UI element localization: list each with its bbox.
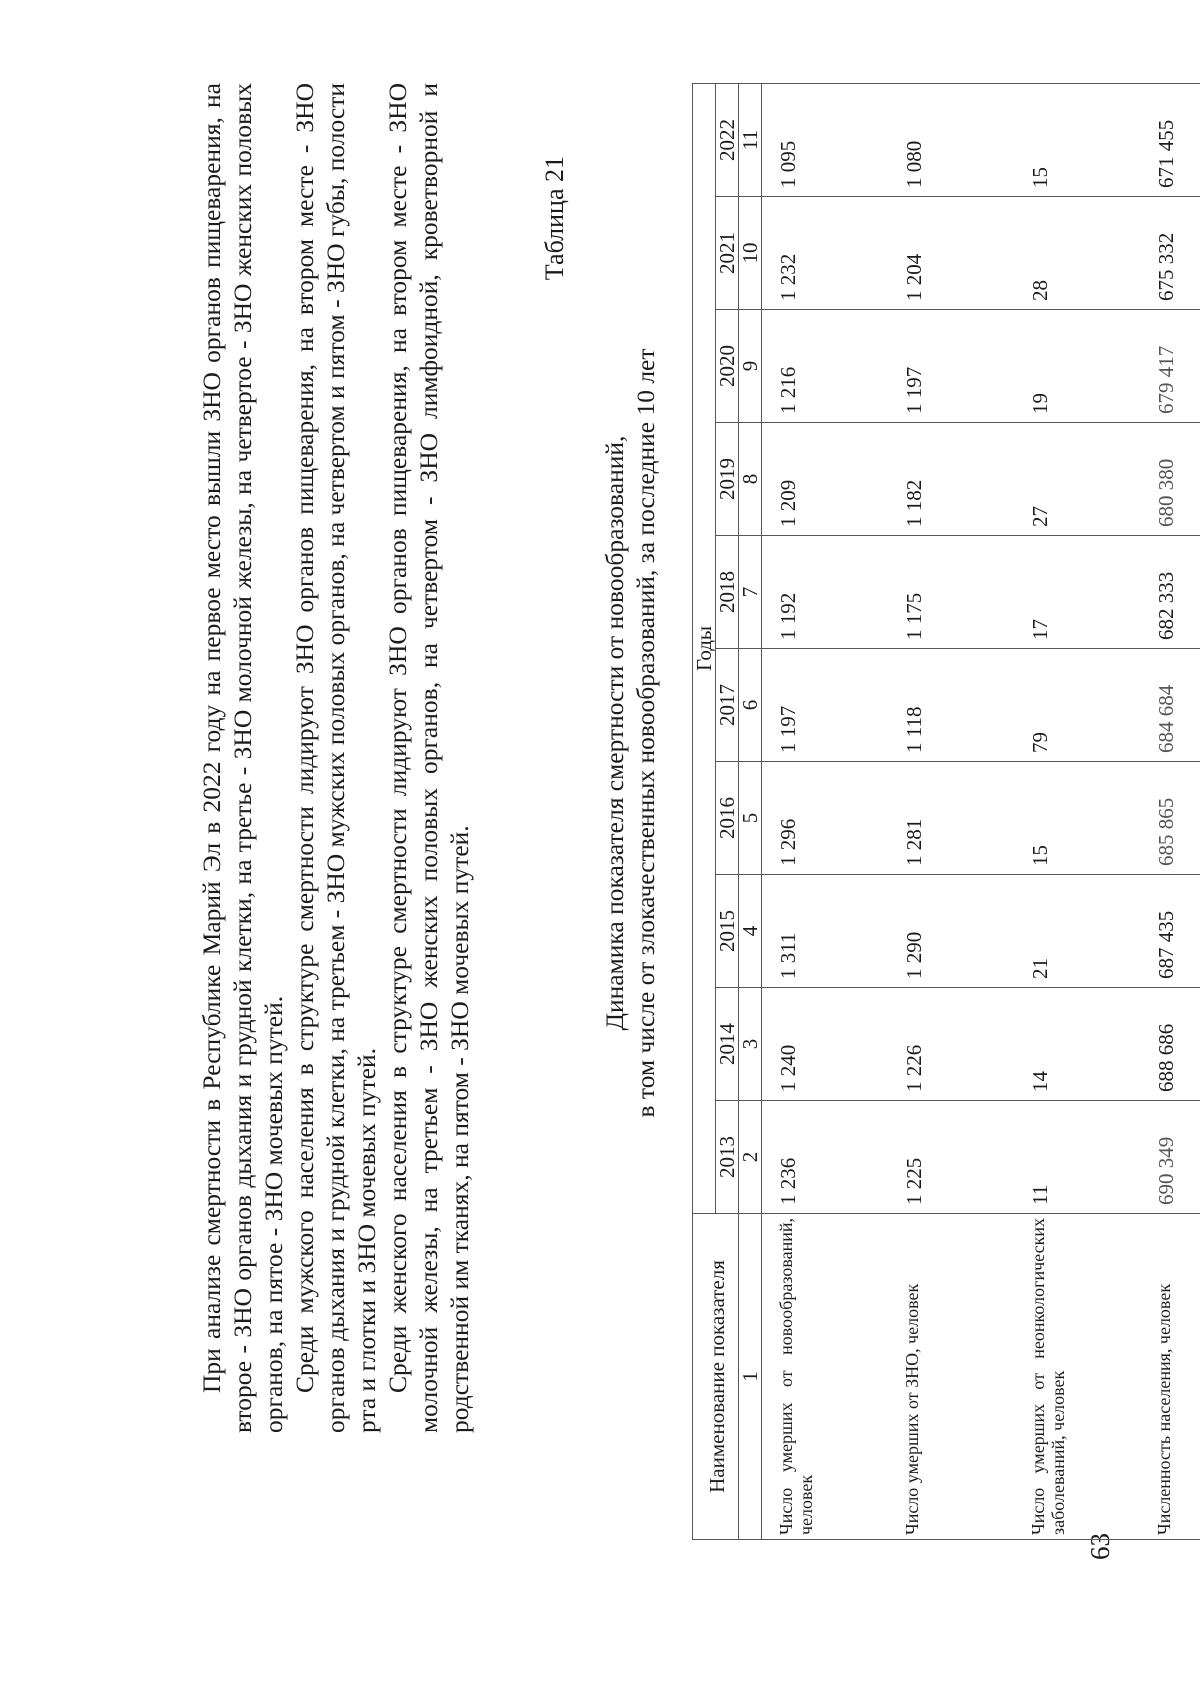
column-number: 6 [739,649,762,762]
cell-value: 1 197 [888,310,1014,423]
column-number: 1 [739,1214,762,1540]
row-name: Число умерших от неонкологических заболеваний, человек [1014,1214,1140,1540]
column-number: 2 [739,1101,762,1214]
table-row [762,83,889,1539]
column-number: 4 [739,875,762,988]
cell-value: 1 209 [762,423,889,536]
paragraph-2: Среди мужского населения в структуре смертности лидируют ЗНО органов пищеварения, на втором месте - ЗНО органов дыхания и грудной клетки, на третьем - ЗНО мужских половых органов, на четвертом и пятом - ЗНО губы, полости рта и глотки и ЗНО мочевых путей. [290,83,381,1433]
cell-value: 1 080 [888,83,1014,196]
cell-value: 1 236 [762,1101,889,1214]
cell-value: 1 225 [888,1101,1014,1214]
cell-value: 682 333 [1140,536,1200,649]
header-row-years-group [693,83,716,1539]
year-header: 2021 [716,197,739,310]
cell-value: 1 175 [888,536,1014,649]
table-label: Таблица 21 [540,156,569,281]
cell-value: 27 [1014,423,1140,536]
cell-value: 1 232 [762,197,889,310]
mortality-table [692,83,1200,1540]
column-number: 5 [739,762,762,875]
cell-value: 1 204 [888,197,1014,310]
cell-value: 679 417 [1140,310,1200,423]
cell-value: 684 684 [1140,649,1200,762]
cell-value: 685 865 [1140,762,1200,875]
year-header: 2016 [716,762,739,875]
year-header: 2020 [716,310,739,423]
cell-value: 1 226 [888,988,1014,1101]
header-row-column-numbers [739,83,762,1539]
cell-value: 17 [1014,536,1140,649]
table-title-line-1: Динамика показателя смертности от новообразований, [600,435,629,1031]
table-row [1140,83,1200,1539]
row-name: Численность населения, человек [1140,1214,1200,1540]
column-number: 10 [739,197,762,310]
cell-value: 690 349 [1140,1101,1200,1214]
cell-value: 1 281 [888,762,1014,875]
cell-value: 671 455 [1140,83,1200,196]
cell-value: 11 [1014,1101,1140,1214]
cell-value: 1 216 [762,310,889,423]
cell-value: 79 [1014,649,1140,762]
column-number: 7 [739,536,762,649]
cell-value: 1 192 [762,536,889,649]
cell-value: 1 290 [888,875,1014,988]
cell-value: 687 435 [1140,875,1200,988]
column-number: 8 [739,423,762,536]
cell-value: 14 [1014,988,1140,1101]
table-row [888,83,1014,1539]
cell-value: 1 095 [762,83,889,196]
years-group-header: Годы [693,83,716,1213]
row-name: Число умерших от ЗНО, человек [888,1214,1014,1540]
page-number: 63 [1085,1533,1115,1560]
cell-value: 1 296 [762,762,889,875]
row-name: Число умерших от новообразований, человек [762,1214,889,1540]
cell-value: 15 [1014,83,1140,196]
paragraph-3: Среди женского населения в структуре смертности лидируют ЗНО органов пищеварения, на втором месте - ЗНО молочной железы, на третьем - ЗНО женских половых органов, на четвертом - ЗНО лимфоидной, кроветворной и родственной им тканях, на пятом - ЗНО мочевых путей. [383,83,474,1433]
year-header: 2018 [716,536,739,649]
year-header: 2022 [716,83,739,196]
year-header: 2017 [716,649,739,762]
cell-value: 1 311 [762,875,889,988]
cell-value: 1 182 [888,423,1014,536]
year-header: 2019 [716,423,739,536]
table-title-line-2: в том числе от злокачественных новообразований, за последние 10 лет [631,348,660,1118]
cell-value: 1 240 [762,988,889,1101]
table-row [1014,83,1140,1539]
year-header: 2014 [716,988,739,1101]
cell-value: 688 686 [1140,988,1200,1101]
cell-value: 21 [1014,875,1140,988]
cell-value: 28 [1014,197,1140,310]
column-number: 9 [739,310,762,423]
paragraph-1: При анализе смертности в Республике Марий Эл в 2022 году на первое место вышли ЗНО органов пищеварения, на второе - ЗНО органов дыхания и грудной клетки, на третье - ЗНО молочной железы, на четвертое - ЗНО женских половых органов, на пятое - ЗНО мочевых путей. [197,83,288,1433]
cell-value: 1 118 [888,649,1014,762]
year-header: 2015 [716,875,739,988]
cell-value: 15 [1014,762,1140,875]
body-text [196,83,475,1433]
cell-value: 680 380 [1140,423,1200,536]
column-number: 3 [739,988,762,1101]
cell-value: 675 332 [1140,197,1200,310]
column-number: 11 [739,83,762,196]
name-column-header: Наименование показателя [693,1214,739,1540]
cell-value: 19 [1014,310,1140,423]
table-title [599,233,661,1233]
cell-value: 1 197 [762,649,889,762]
year-header: 2013 [716,1101,739,1214]
